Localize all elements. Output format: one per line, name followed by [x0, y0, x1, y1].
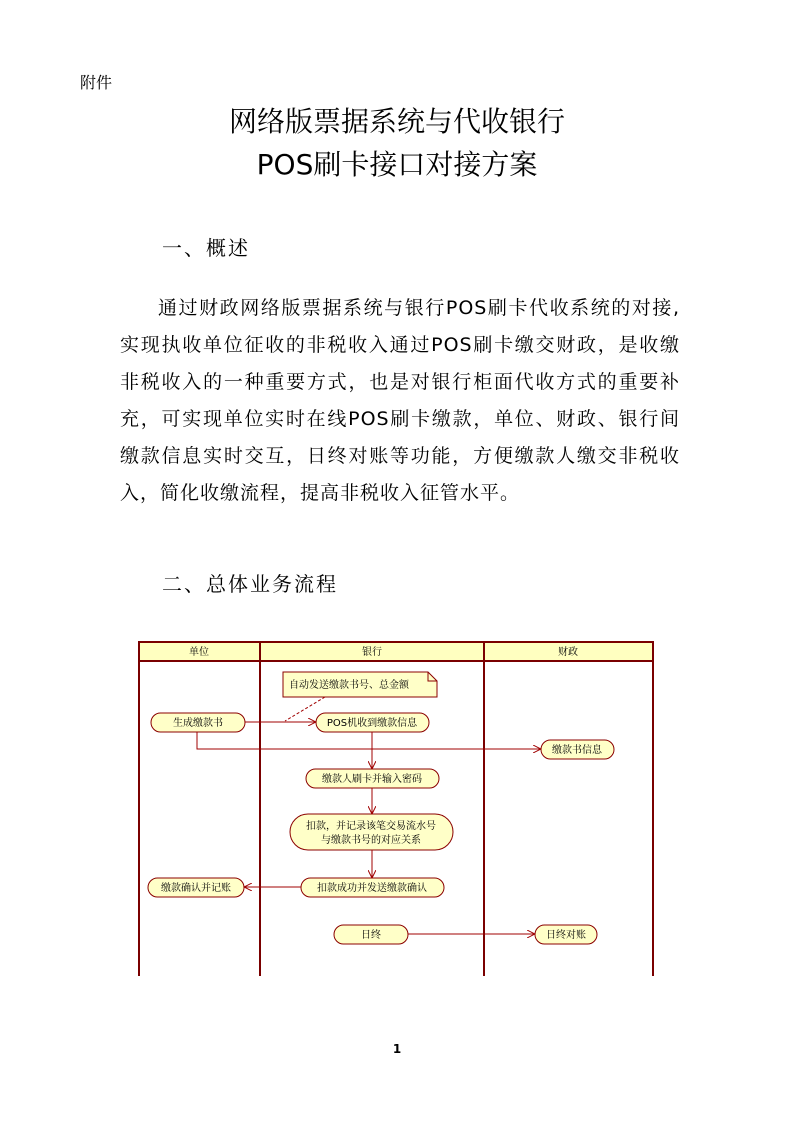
node-swipe-label: 缴款人刷卡并输入密码 — [322, 774, 422, 785]
lane-header-bank: 银行 — [362, 647, 382, 658]
section-heading-process: 二、总体业务流程 — [162, 572, 338, 596]
lane-header-finance: 财政 — [558, 647, 578, 658]
node-confirm-unit-label: 缴款确认并记账 — [161, 883, 231, 894]
node-finance-info-label: 缴款书信息 — [552, 745, 602, 756]
node-deduct-label-1: 扣款，并记录该笔交易流水号 — [306, 821, 436, 832]
note-text: 自动发送缴款书号、总金额 — [289, 680, 409, 691]
lane-header-unit: 单位 — [189, 647, 209, 658]
attachment-label: 附件 — [80, 73, 113, 92]
node-pos-receive-label: POS机收到缴款信息 — [326, 718, 418, 729]
document-title-line1: 网络版票据系统与代收银行 — [228, 105, 565, 138]
document-title-line2: POS刷卡接口对接方案 — [256, 148, 538, 181]
overview-text: 通过财政网络版票据系统与银行POS刷卡代收系统的对接,实现执收单位征收的非税收入通过POS刷卡缴交财政，是收缴非税收入的一种重要方式，也是对银行柜面代收方式的重要补充，可实现单位实时在线POS刷卡缴款，单位、财政、银行间缴款信息实时交互，日终对账等功能，方便缴款人缴交非税收入，简化收缴流程，提高非税收入征管水平。 — [120, 297, 680, 504]
node-deduct-label-2: 与缴款书号的对应关系 — [321, 835, 421, 846]
section-heading-overview: 一、概述 — [162, 236, 250, 260]
arrow-generate-to-finance — [197, 732, 540, 749]
node-reconcile-label: 日终对账 — [546, 930, 586, 941]
node-success-label: 扣款成功并发送缴款确认 — [317, 883, 427, 894]
node-generate-label: 生成缴款书 — [173, 718, 223, 729]
page-number: 1 — [392, 1042, 402, 1056]
node-daily-end-label: 日终 — [361, 930, 381, 941]
